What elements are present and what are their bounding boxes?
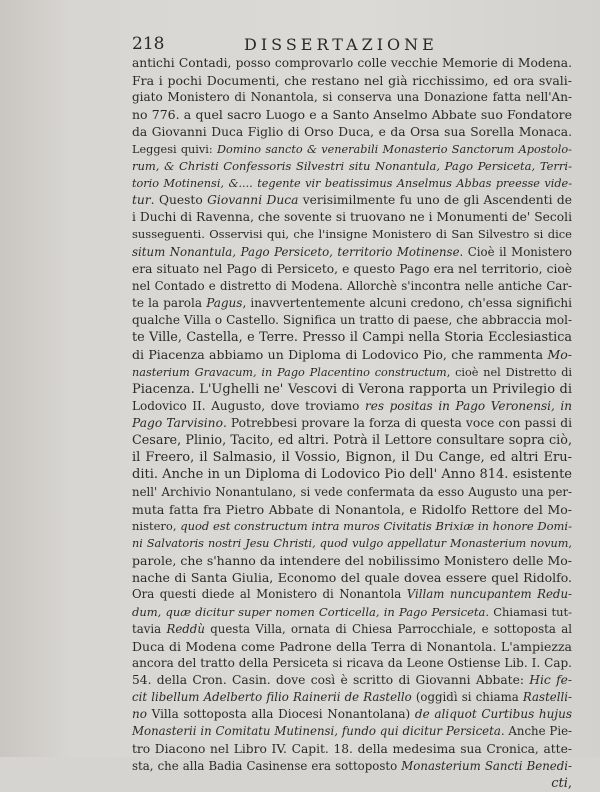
text-segment: il Freero, il Salmasio, il Vossio, Bignon, il Du Cange, ed altri Eru- [132,450,572,466]
italic-segment: Hic fe- [529,673,572,688]
text-segment: Ora questi diede al Monistero di Nonantola [132,587,407,602]
italic-segment: quod est constructum intra muros Civitatis Brixiæ in honore Domi- [180,518,572,533]
text-line [132,723,572,740]
italic-segment: cit libellum Adelberto filio Rainerii de Rastello [132,690,412,705]
text-line [132,261,572,278]
text-line [132,295,572,312]
text-segment: Cesare, Plinio, Tacito, ed altri. Potrà il Lettore consultare sopra ciò, [132,433,572,449]
page-header [132,34,572,56]
text-segment: i Duchi di Ravenna, che sovente si truovano ne i Monumenti de' Secoli [132,210,572,225]
italic-segment: cti [551,775,568,791]
italic-segment: rum, & Christi Confessoris Silvestri situ Nonantula, Pago Persiceta, Terri- [132,158,572,173]
text-segment: no 776. a quel sacro Luogo e a Santo Anselmo Abbate suo Fondatore [132,107,572,123]
text-segment: tro Diacono nel Libro IV. Capit. 18. della medesima sua Cronica, atte- [132,741,572,756]
text-line [132,141,572,158]
text-segment: susseguenti. Osservisi qui, che l'insigne Monistero di San Silvestro si dice [132,227,572,242]
text-segment: nistero, [132,518,181,533]
text-line [132,415,572,432]
text-segment: nell' Archivio Nonantulano, si vede confermata da esso Augusto una per- [132,484,572,499]
text-line [132,329,572,346]
text-line [132,226,572,243]
text-segment: diti. Anche in un Diploma di Lodovico Pio dell' Anno 814. esistente [132,467,572,483]
text-segment: 54. della Cron. Casin. dove così è scritto di Giovanni Abbate: [132,673,530,688]
text-segment: Leggesi quivi: [132,142,217,156]
text-segment: . Potrebbesi provare la forza di questa voce con passi di [222,415,572,430]
text-line [132,158,572,175]
text-line [132,758,572,775]
text-line [132,621,572,638]
text-segment: . Chiamasi tut- [485,604,572,619]
text-line [132,569,572,586]
body-text [132,55,572,792]
text-line [132,672,572,689]
text-segment: , [567,775,572,791]
text-line [132,501,572,518]
text-segment: te Ville, Castella, e Terre. Presso il Campi nella Storia Ecclesiastica [132,330,572,346]
text-segment: (oggidì si chiama [411,690,523,705]
text-segment: giato Monistero di Nonantola, si conserva una Donazione fatta nell'An- [132,90,572,105]
text-segment: . Cioè il Monistero [459,244,572,259]
text-segment: te la parola [132,295,207,310]
italic-segment: Pago Tarvisino [132,415,223,430]
italic-segment: Mo- [547,347,572,363]
text-segment: era situato nel Pago di Persiceto, e questo Pago era nel territorio, cioè [132,261,572,276]
italic-segment: Reddù [166,621,205,636]
text-segment: . Questo [150,193,208,208]
italic-segment: tur [132,193,151,208]
text-line [132,655,572,672]
text-line [132,552,572,569]
text-line [132,432,572,449]
text-segment: sta, che alla Badia Casinense era sottoposto [132,758,402,773]
text-segment: da Giovanni Duca Figlio di Orso Duca, e da Orsa sua Sorella Monaca. [132,124,572,139]
text-line [132,106,572,123]
text-line [132,535,572,552]
text-segment: di Piacenza abbiamo un Diploma di Lodovico Pio, che rammenta [132,347,548,363]
text-segment: parole, che s'hanno da intendere del nobilissimo Monistero delle Mo- [132,553,572,569]
italic-segment: Pagus [206,295,243,310]
italic-segment: de aliquot Curtibus hujus [414,707,572,722]
text-line [132,312,572,329]
text-segment: nache di Santa Giulia, Economo del quale dovea essere quel Ridolfo. [132,570,572,586]
text-segment: Lodovico II. Augusto, dove troviamo [132,398,365,413]
italic-segment: Monasterii in Comitatu Mutinensi, fundo qui dicitur Persiceta [132,724,501,739]
text-segment: Fra i pochi Documenti, che restano nel già ricchissimo, ed ora svali- [132,73,572,89]
italic-segment: Giovanni Duca [207,193,299,208]
text-line [132,518,572,535]
text-line [132,209,572,226]
italic-segment: situm Nonantula, Pago Persiceto, territorio Motinense [132,244,460,259]
text-segment: verisimilmente fu uno de gli Ascendenti de [298,193,572,208]
text-segment: Piacenza. L'Ughelli ne' Vescovi di Verona rapporta un Privilegio di [132,381,572,397]
italic-segment: Monasterium Sancti Benedi- [401,758,572,773]
italic-segment: dum, quæ dicitur super nomen Corticella, in Pago Persiceta [132,604,486,619]
italic-segment: Rastelli- [522,690,572,705]
text-line [132,278,572,295]
text-segment: ancora del tratto della Persiceta si ricava da Leone Ostiense Lib. I. Cap. [132,655,572,670]
text-line [132,638,572,655]
text-segment: questa Villa, ornata di Chiesa Parrocchiale, e sottoposta al [204,621,572,636]
italic-segment: nasterium Gravacum, in Pago Placentino constructum [132,365,447,379]
text-line [132,466,572,483]
italic-segment: torio Motinensi, &.... tegente vir beatissimus Anselmus Abbas preesse vide- [132,176,572,190]
text-segment: Duca di Modena come Padrone della Terra di Nonantola. L'ampiezza [132,638,572,654]
text-segment: , cioè nel Distretto di [446,365,573,379]
text-line [132,604,572,621]
text-segment: , inavvertentemente alcuni credono, ch'essa significhi [242,295,572,310]
text-segment: , [568,536,572,550]
text-line [132,381,572,398]
text-segment: Villa sottoposta alla Diocesi Nonantolana) [146,707,415,722]
italic-segment: no [132,707,147,722]
italic-segment: Domino sancto & venerabili Monasterio Sanctorum Apostolo- [216,142,572,156]
text-line [132,449,572,466]
text-segment: . Anche Pie- [500,724,572,739]
text-line [132,55,572,72]
text-line [132,775,572,792]
text-segment: antichi Contadi, posso comprovarlo colle vecchie Memorie di Modena. [132,56,572,70]
page-number: 218 [132,34,165,54]
text-line [132,72,572,89]
text-segment: nel Contado e distretto di Modena. Allorchè s'incontra nelle antiche Car- [132,278,572,293]
text-line [132,346,572,363]
text-line [132,89,572,106]
italic-segment: res positas in Pago Veronensi, in [364,398,572,413]
italic-segment: ni Salvatoris nostri Jesu Christi, quod vulgo appellatur Monasterium novum [132,536,569,550]
text-line [132,175,572,192]
text-line [132,398,572,415]
text-segment: tavia [132,621,167,636]
text-line [132,484,572,501]
text-line [132,706,572,723]
text-segment: muta fatta fra Pietro Abbate di Nonantola, e Ridolfo Rettore del Mo- [132,501,572,517]
text-line [132,741,572,758]
text-line [132,244,572,261]
text-line [132,689,572,706]
text-line [132,586,572,603]
running-title: DISSERTAZIONE [244,35,438,54]
text-line [132,192,572,209]
text-line [132,124,572,141]
text-line [132,364,572,381]
italic-segment: Villam nuncupantem Redu- [406,587,572,602]
text-segment: qualche Villa o Castello. Significa un tratto di paese, che abbraccia mol- [132,313,572,328]
